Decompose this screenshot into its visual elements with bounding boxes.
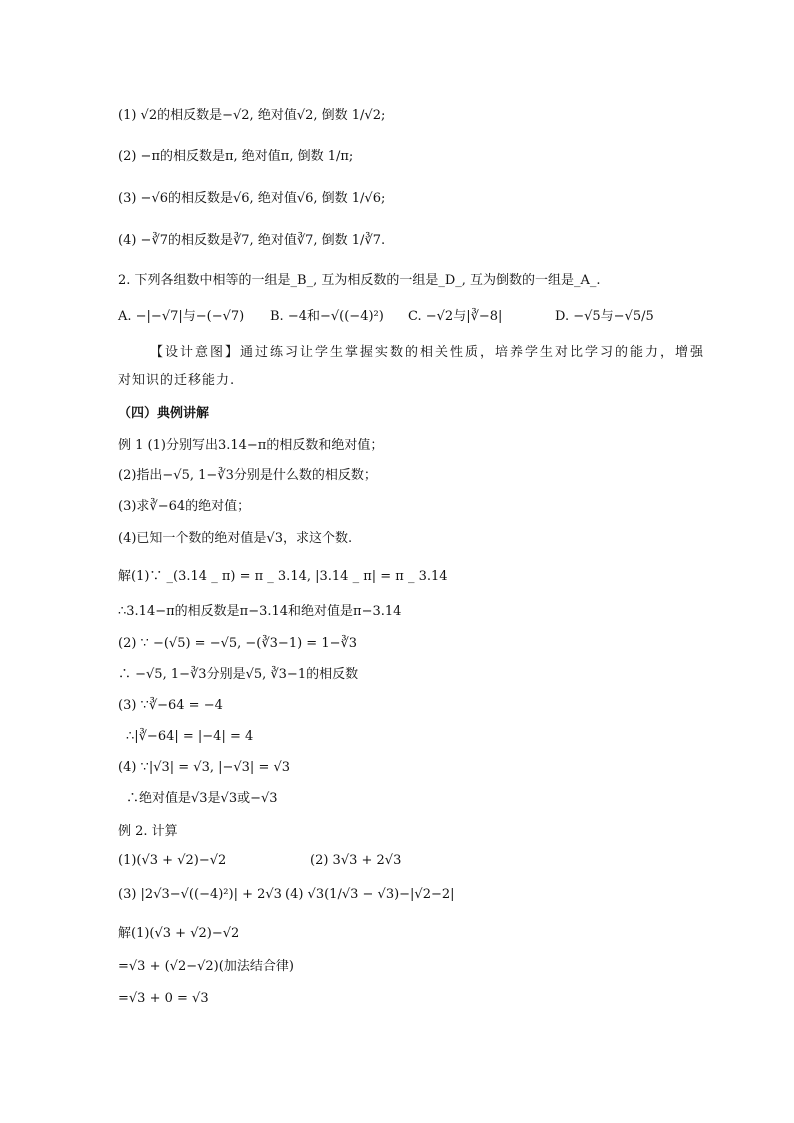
section-heading: （四）典例讲解 bbox=[118, 406, 210, 421]
example-1-line: (4)已知一个数的绝对值是√3，求这个数. bbox=[118, 531, 353, 546]
example-2-item: (4) √3(1/√3 − √3)−|√2−2| bbox=[285, 887, 455, 902]
solution-line: 解(1)∵ _(3.14 _ π) = π _ 3.14, |3.14 _ π| = π _ 3.14 bbox=[118, 569, 448, 584]
example-2-solution-line: =√3 + (√2−√2)(加法结合律) bbox=[118, 959, 294, 974]
option-d: D. −√5与−√5/5 bbox=[555, 309, 654, 324]
example-2-heading: 例 2. 计算 bbox=[118, 824, 178, 839]
question-line: 2. 下列各组数中相等的一组是_B_, 互为相反数的一组是_D_, 互为倒数的一组是_A_. bbox=[118, 273, 601, 288]
option-c: C. −√2与|∛−8| bbox=[408, 309, 503, 324]
example-1-line: (2)指出−√5, 1−∛3分别是什么数的相反数； bbox=[118, 468, 377, 483]
example-2-item: (1)(√3 + √2)−√2 bbox=[118, 853, 227, 868]
solution-line: (3) ∵∛−64 = −4 bbox=[118, 698, 223, 713]
example-2-solution-line: 解(1)(√3 + √2)−√2 bbox=[118, 926, 240, 941]
option-a: A. −|−√7|与−(−√7) bbox=[118, 309, 245, 324]
text-line: (3) −√6的相反数是√6, 绝对值√6, 倒数 1/√6; bbox=[118, 191, 386, 206]
example-2-item: (2) 3√3 + 2√3 bbox=[310, 853, 402, 868]
solution-line: ∴ −√5, 1−∛3分别是√5, ∛3−1的相反数 bbox=[118, 667, 359, 682]
solution-line: ∴|∛−64| = |−4| = 4 bbox=[126, 729, 254, 744]
solution-line: ∴3.14−π的相反数是π−3.14和绝对值是π−3.14 bbox=[118, 604, 402, 619]
example-2-solution-line: =√3 + 0 = √3 bbox=[118, 991, 209, 1006]
design-intent-line-1: 【设计意图】通过练习让学生掌握实数的相关性质，培养学生对比学习的能力，增强 bbox=[150, 345, 706, 360]
solution-line: (4) ∵|√3| = √3, |−√3| = √3 bbox=[118, 760, 291, 775]
example-1-line: (3)求∛−64的绝对值； bbox=[118, 499, 251, 514]
design-intent-line-2: 对知识的迁移能力. bbox=[118, 373, 236, 388]
solution-line: (2) ∵ −(√5) = −√5, −(∛3−1) = 1−∛3 bbox=[118, 636, 358, 651]
example-1-line: 例 1 (1)分别写出3.14−π的相反数和绝对值； bbox=[118, 438, 384, 453]
solution-line: ∴绝对值是√3是√3或−√3 bbox=[126, 791, 278, 806]
text-line: (1) √2的相反数是−√2, 绝对值√2, 倒数 1/√2; bbox=[118, 108, 386, 123]
text-line: (4) −∛7的相反数是∛7, 绝对值∛7, 倒数 1/∛7. bbox=[118, 233, 386, 248]
example-2-item: (3) |2√3−√((−4)²)| + 2√3 bbox=[118, 887, 282, 902]
option-b: B. −4和−√((−4)²) bbox=[270, 309, 384, 324]
text-line: (2) −π的相反数是π, 绝对值π, 倒数 1/π; bbox=[118, 149, 354, 164]
